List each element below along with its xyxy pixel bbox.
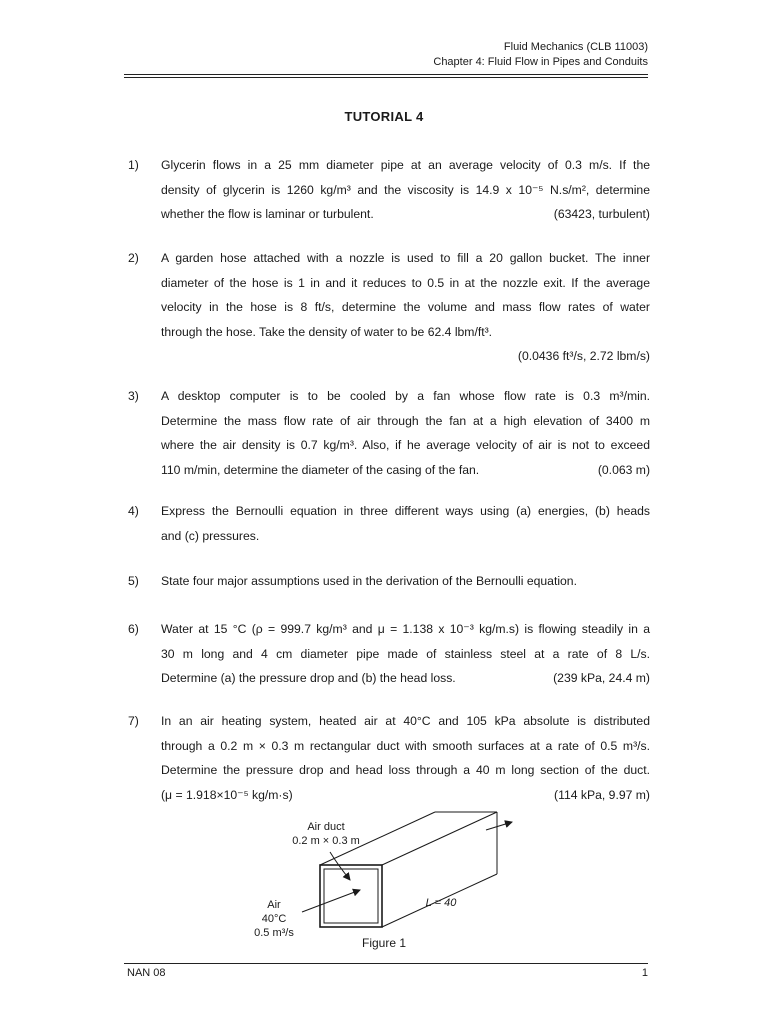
question-line: density of glycerin is 1260 kg/m³ and the viscosity is 14.9 x 10⁻⁵ N.s/m², determine [161, 182, 650, 197]
question-number: 1) [128, 158, 139, 172]
length-label: L = 40 [425, 897, 457, 909]
question-line: (μ = 1.918×10⁻⁵ kg/m·s) [161, 787, 293, 802]
question-line: diameter of the hose is 1 in and it reduces to 0.5 in at the nozzle exit. If the average [161, 275, 650, 290]
footer-divider [124, 963, 648, 964]
question-5 [128, 569, 650, 594]
air-label [244, 898, 304, 940]
question-3 [128, 384, 650, 482]
question-number: 4) [128, 504, 139, 518]
question-line: through a 0.2 m × 0.3 m rectangular duct with smooth surfaces at a rate of 0.5 m³/s. [161, 738, 650, 753]
duct-figure [250, 810, 550, 955]
answer: (239 kPa, 24.4 m) [553, 671, 650, 685]
air-label-line: 40°C [261, 913, 287, 925]
answer: (0.063 m) [597, 462, 650, 477]
question-line: A desktop computer is to be cooled by a fan whose flow rate is 0.3 m³/min. [161, 389, 650, 403]
answer: (114 kPa, 9.97 m) [554, 787, 650, 802]
question-line: whether the flow is laminar or turbulent. [161, 207, 374, 221]
duct-front-face [320, 865, 382, 927]
question-line-with-answer [161, 202, 650, 227]
question-7 [128, 709, 650, 807]
page-number: 1 [641, 967, 648, 979]
question-line: Glycerin flows in a 25 mm diameter pipe at an average velocity of 0.3 m/s. If the [161, 158, 650, 172]
question-line: Determine the mass flow rate of air through the fan at a high elevation of 3400 m [161, 413, 650, 428]
answer: (0.0436 ft³/s, 2.72 lbm/s) [517, 349, 650, 363]
question-line: 30 m long and 4 cm diameter pipe made of stainless steel at a rate of 8 L/s. [161, 646, 650, 661]
question-number: 7) [128, 714, 139, 728]
question-2 [128, 246, 650, 369]
question-line: Determine (a) the pressure drop and (b) the head loss. [161, 671, 456, 685]
question-line-with-answer [161, 783, 650, 808]
duct-label-line: Air duct [307, 821, 345, 833]
question-line: 110 m/min, determine the diameter of the casing of the fan. [161, 462, 480, 477]
outlet-arrow [486, 822, 512, 830]
question-line: Determine the pressure drop and head loss through a 40 m long section of the duct. [161, 763, 650, 777]
duct-label-line: 0.2 m × 0.3 m [292, 835, 360, 847]
duct-label [286, 820, 366, 848]
header-divider-double [124, 77, 648, 78]
question-1 [128, 153, 650, 227]
chapter-title: Chapter 4: Fluid Flow in Pipes and Conduits [433, 56, 648, 68]
course-title: Fluid Mechanics (CLB 11003) [503, 41, 648, 53]
question-line: In an air heating system, heated air at 40°C and 105 kPa absolute is distributed [161, 714, 650, 728]
duct-edge [382, 812, 497, 865]
answer: (63423, turbulent) [553, 207, 650, 221]
header-divider [124, 74, 648, 75]
question-number: 3) [128, 389, 139, 403]
question-number: 6) [128, 622, 139, 636]
air-label-line: Air [267, 899, 281, 911]
question-line: through the hose. Take the density of water to be 62.4 lbm/ft³. [161, 324, 493, 339]
question-4 [128, 499, 650, 548]
question-line-with-answer [161, 458, 650, 483]
question-line: where the air density is 0.7 kg/m³. Also, if he average velocity of air is not to exceed [161, 438, 650, 452]
question-number: 2) [128, 251, 139, 265]
air-label-line: 0.5 m³/s [254, 927, 294, 939]
figure-caption: Figure 1 [361, 936, 407, 950]
question-number: 5) [128, 574, 139, 588]
question-line: and (c) pressures. [161, 528, 260, 543]
footer-code: NAN 08 [127, 967, 166, 979]
question-line: velocity in the hose is 8 ft/s, determine the volume and mass flow rates of water [161, 300, 650, 314]
question-line: A garden hose attached with a nozzle is used to fill a 20 gallon bucket. The inner [161, 251, 650, 265]
tutorial-title: TUTORIAL 4 [344, 109, 424, 124]
question-line: Water at 15 °C (ρ = 999.7 kg/m³ and μ = 1.138 x 10⁻³ kg/m.s) is flowing steadily in a [161, 622, 650, 636]
question-6 [128, 617, 650, 691]
question-line: State four major assumptions used in the derivation of the Bernoulli equation. [161, 574, 577, 588]
question-line-with-answer [161, 666, 650, 691]
page-header [433, 40, 648, 70]
question-line: Express the Bernoulli equation in three different ways using (a) energies, (b) heads [161, 504, 650, 518]
